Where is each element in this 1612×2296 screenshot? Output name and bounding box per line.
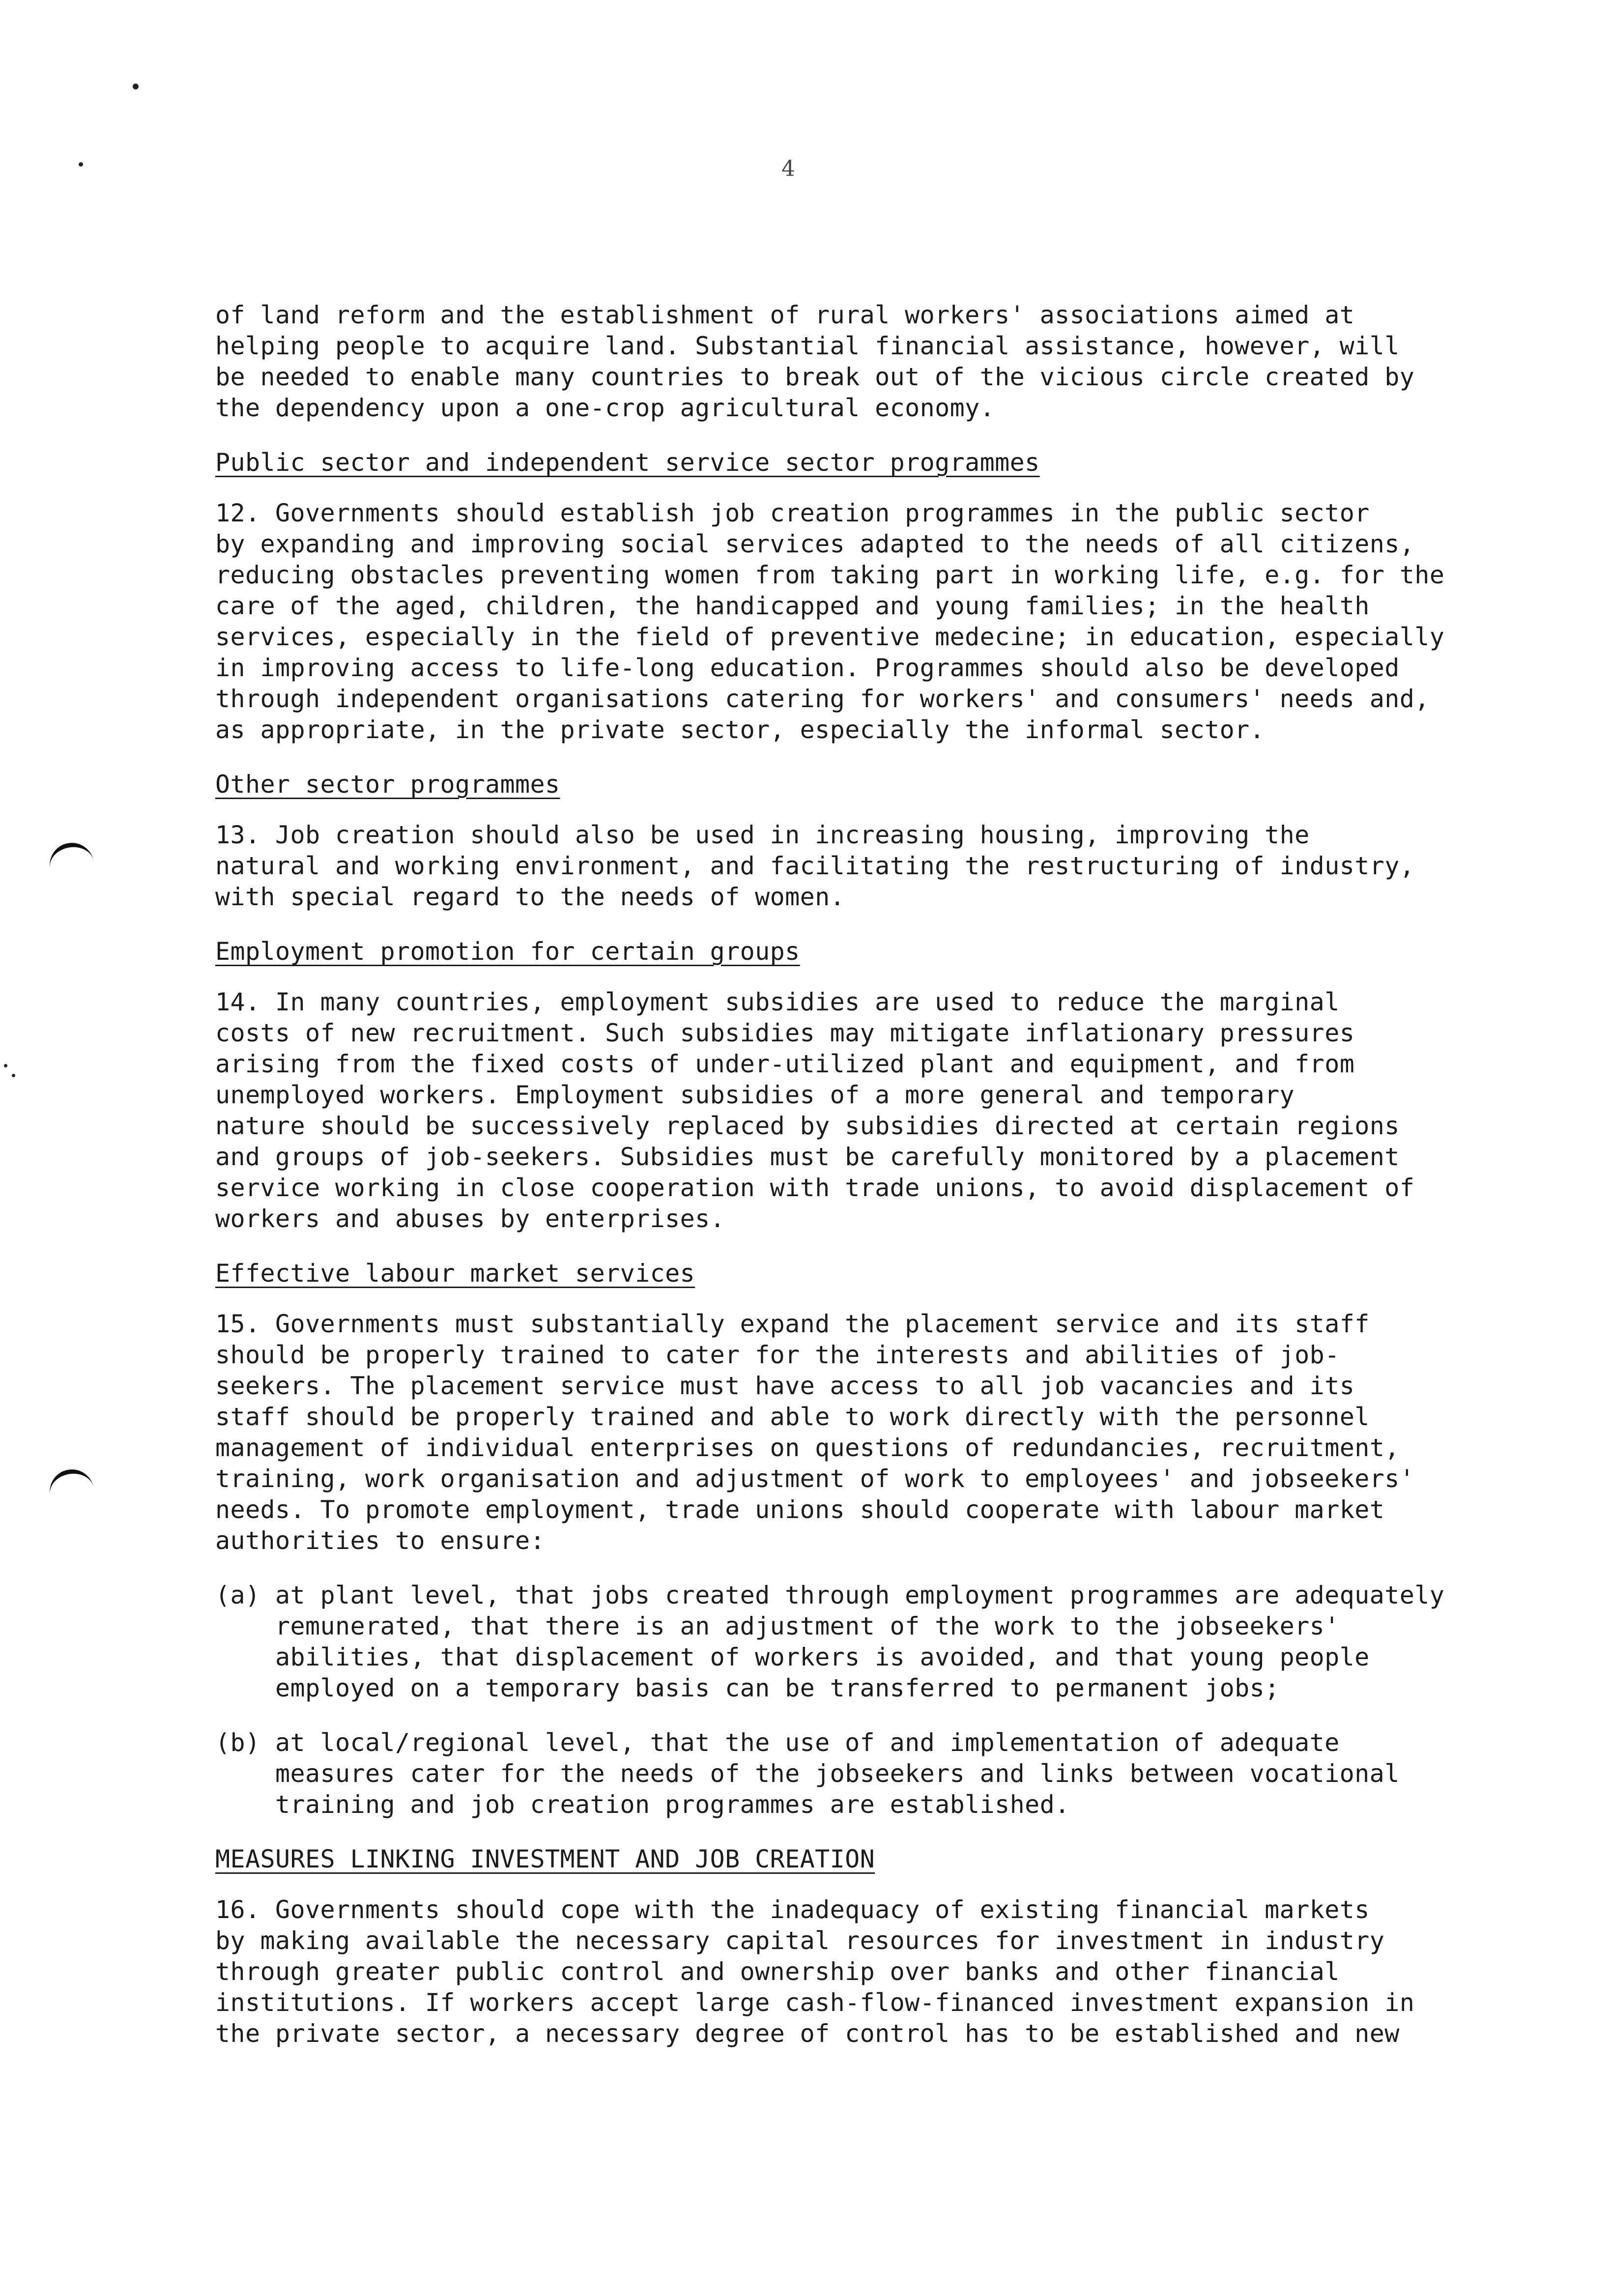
scan-speck	[133, 84, 139, 89]
section-heading: Other sector programmes	[215, 770, 560, 799]
list-marker: (b)	[215, 1728, 260, 1757]
scan-speck	[12, 1074, 15, 1077]
list-marker: (a)	[215, 1581, 260, 1609]
paragraph-15: 15. Governments must substantially expand the placement service and its staff should be properly trained to cater for the interests and abilities of job- seekers. The placement service must have access to all job vacancies and its staff should be properly trained and able to work directly with the personnel management of individual enterprises on questions of redundancies, recruitment, training, work organisation and adjustment of work to employees' and jobseekers' needs. To promote employment, trade unions should cooperate with labour market authorities to ensure:	[215, 1310, 1415, 1555]
paragraph-14: 14. In many countries, employment subsidies are used to reduce the marginal costs of new recruitment. Such subsidies may mitigate inflationary pressures arising from the fixed costs of under-utilized plant and equipment, and from unemployed workers. Employment subsidies of a more general and temporary nature should be successively replaced by subsidies directed at certain regions and groups of job-seekers. Subsidies must be carefully monitored by a placement service working in close cooperation with trade unions, to avoid displacement of workers and abuses by enterprises.	[215, 988, 1415, 1233]
section-heading: Effective labour market services	[215, 1259, 695, 1288]
paragraph-12: 12. Governments should establish job creation programmes in the public sector by expanding and improving social services adapted to the needs of all citizens, reducing obstacles preventing women from taking part in working life, e.g. for the care of the aged, children, the handicapped and young families; in the health services, especially in the field of preventive medecine; in education, especially in improving access to life-long education. Programmes should also be developed through independent organisations catering for workers' and consumers' needs and, as appropriate, in the private sector, especially the informal sector.	[215, 499, 1445, 744]
page-number: 4	[781, 156, 795, 181]
margin-mark	[46, 1466, 98, 1521]
list-item	[215, 1580, 1503, 1704]
list-item-text: at plant level, that jobs created through employment programmes are adequately remunerated, that there is an adjustment of the work to the jobseekers' abilities, that displacement of workers is avoided, and that young people employed on a temporary basis can be transferred to permanent jobs;	[275, 1581, 1445, 1702]
body-text	[215, 300, 1503, 2049]
section-heading: Employment promotion for certain groups	[215, 937, 800, 966]
scan-speck	[4, 1064, 7, 1067]
scan-speck	[79, 162, 83, 167]
paragraph-16: 16. Governments should cope with the inadequacy of existing financial markets by making available the necessary capital resources for investment in industry through greater public control and ownership over banks and other financial institutions. If workers accept large cash-flow-financed investment expansion in the private sector, a necessary degree of control has to be established and new	[215, 1895, 1415, 2048]
paragraph-13: 13. Job creation should also be used in increasing housing, improving the natural and working environment, and facilitating the restructuring of industry, with special regard to the needs of women.	[215, 821, 1415, 911]
intro-paragraph: of land reform and the establishment of rural workers' associations aimed at helping people to acquire land. Substantial financial assistance, however, will be needed to enable many countries to break out of the vicious circle created by the dependency upon a one-crop agricultural economy.	[215, 301, 1415, 422]
list-item	[215, 1727, 1503, 1820]
section-heading: MEASURES LINKING INVESTMENT AND JOB CREATION	[215, 1845, 875, 1873]
margin-mark	[46, 839, 98, 895]
list-item-text: at local/regional level, that the use of and implementation of adequate measures cater for the needs of the jobseekers and links between vocational training and job creation programmes are established.	[275, 1728, 1400, 1819]
section-heading: Public sector and independent service sector programmes	[215, 448, 1040, 477]
